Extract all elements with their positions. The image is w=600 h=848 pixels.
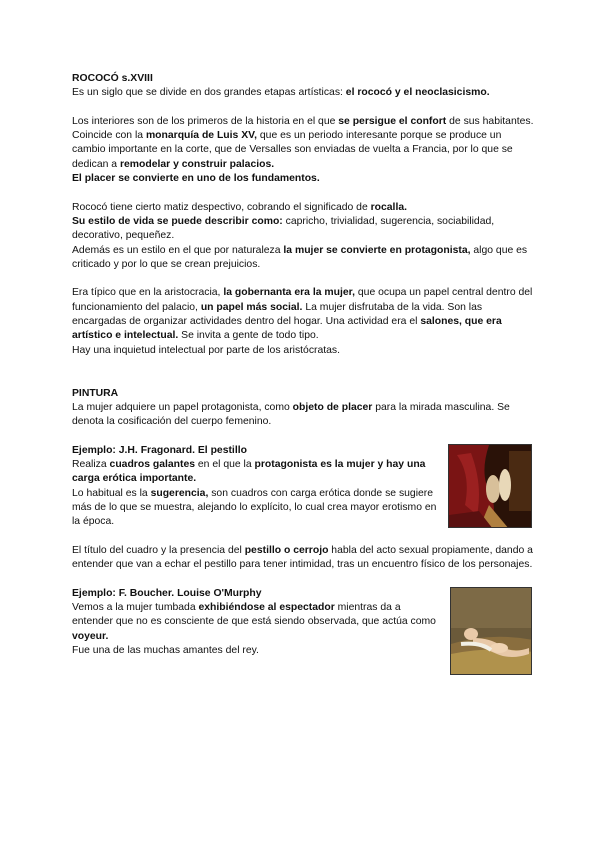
bold-text: rocalla. [370,201,407,213]
text: en el que la [195,459,255,471]
document-page [72,72,534,658]
bold-text: salones, que era artístico e intelectual. [72,316,502,342]
example-fragonard [72,444,534,530]
bold-text: voyeur. [72,630,109,642]
paragraph [72,644,440,658]
text: El título del cuadro y la presencia del [72,544,245,556]
paragraph [72,172,534,186]
text: Además es un estilo en el que por naturaleza [72,244,284,256]
example-boucher [72,587,534,658]
bold-text: exhibiéndose al espectador [198,601,335,613]
text: de sus habitantes. [446,115,534,127]
bold-text: remodelar y construir palacios. [119,158,275,170]
bold-text: la gobernanta era la mujer, [223,287,355,299]
text: Coincide con la [72,130,146,142]
text: mientras da a entender que no es consciente de que está siendo observada, que actúa como [72,601,436,628]
bold-text: la mujer se convierte en protagonista, [283,244,471,256]
paragraph [72,401,534,430]
paragraph [72,458,440,487]
text: Fue una de las muchas amantes del rey. [72,644,259,656]
text: La mujer disfrutaba de la vida. Son las encargadas de organizar actividades dentro del hogar. Una actividad era el [72,301,483,328]
paragraph [72,544,534,573]
paragraph [72,215,534,244]
bold-text: se persigue el confort [338,115,447,127]
bold-text: sugerencia, [150,487,209,499]
text: que es un periodo interesante porque se produce un cambio importante en la corte, que de Versalles son enviadas de vuelta a Francia, por lo que se dedican a [72,130,513,170]
example-title: Ejemplo: J.H. Fragonard. El pestillo [72,444,247,456]
bold-text: monarquía de Luis XV, [145,130,257,142]
bold-text: cuadros galantes [109,459,196,471]
text: son cuadros con carga erótica donde se sugiere más de lo que se muestra, alejando lo explícito, lo cual crea mayor erotismo en la época. [72,487,437,528]
paragraph [72,115,534,129]
text: Rococó tiene cierto matiz despectivo, cobrando el significado de [72,201,371,213]
text: que ocupa un papel central dentro del funcionamiento del palacio, [72,287,533,313]
bold-text: Su estilo de vida se puede describir como: [72,215,283,227]
paragraph [72,201,534,215]
paragraph [72,244,534,273]
section-title-pintura: PINTURA [72,387,119,399]
bold-text: pestillo o cerrojo [244,544,329,556]
text: Realiza [72,459,110,471]
example-title: Ejemplo: F. Boucher. Louise O'Murphy [72,587,262,599]
bold-text: protagonista es la mujer y hay una carga erótica importante. [72,459,426,485]
painting-image [448,444,532,528]
text: algo que es criticado y por lo que se crean prejuicios. [72,244,528,270]
bold-text: el rococó y el neoclasicismo. [345,87,490,99]
section-title-rococo: ROCOCÓ s.XVIII [72,73,153,84]
text: capricho, trivialidad, sugerencia, sociabilidad, decorativo, pequeñez. [72,215,495,242]
bold-text: El placer se convierte en uno de los fundamentos. [72,173,320,185]
text: habla del acto sexual propiamente, dando a entender que van a echar el pestillo para tener intimidad, tras un encuentro físico de los personajes. [72,544,533,571]
text: Hay una inquietud intelectual por parte de los aristócratas. [72,344,341,356]
text: Es un siglo que se divide en dos grandes etapas artísticas: [72,87,346,99]
text: Los interiores son de los primeros de la historia en el que [72,115,339,127]
text: Era típico que en la aristocracia, [72,287,224,299]
text: Vemos a la mujer tumbada [72,601,199,613]
paragraph [72,344,534,358]
text: La mujer adquiere un papel protagonista, como [72,401,293,413]
text: Se invita a gente de todo tipo. [178,330,319,342]
bold-text: un papel más social. [200,301,303,313]
painting-image [450,587,532,675]
paragraph [72,86,534,100]
paragraph [72,487,440,530]
text: para la mirada masculina. Se denota la cosificación del cuerpo femenino. [72,401,510,428]
paragraph [72,601,440,644]
text: Lo habitual es la [72,487,151,499]
paragraph [72,286,534,343]
paragraph [72,129,534,172]
bold-text: objeto de placer [292,401,373,413]
